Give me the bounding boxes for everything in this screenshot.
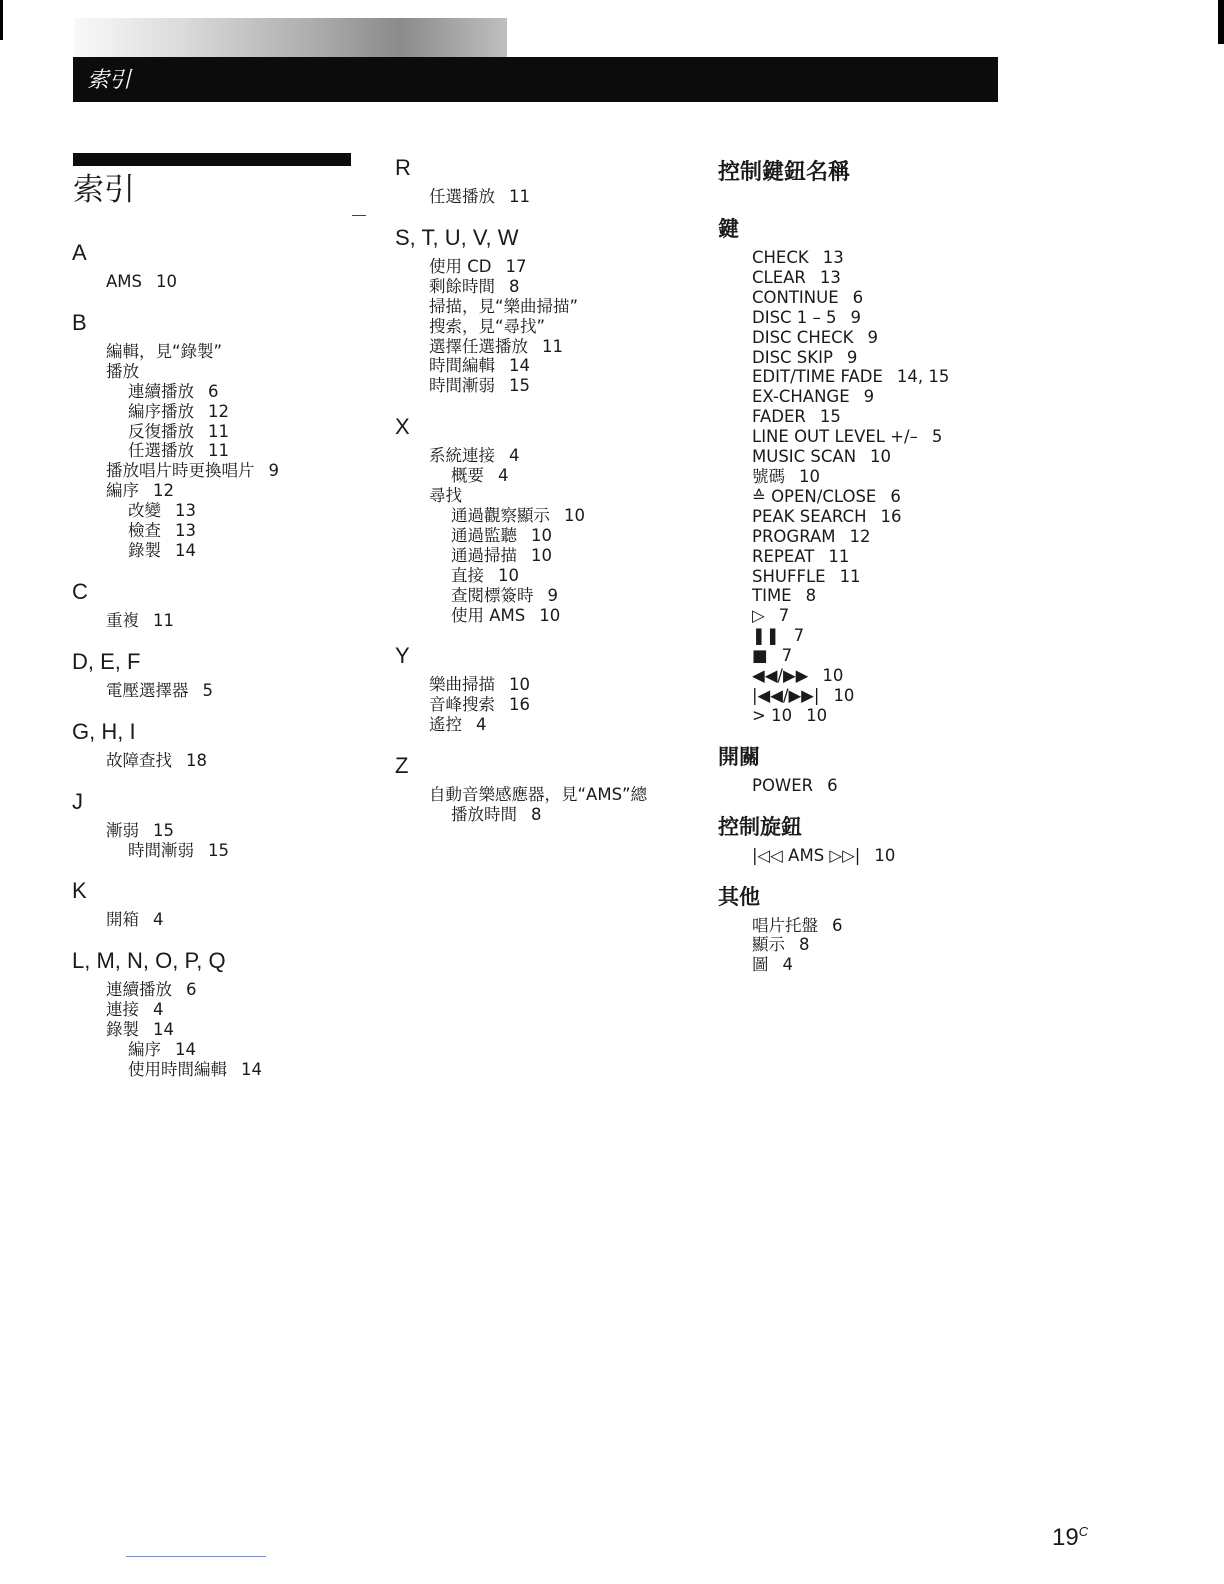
index-entry — [395, 356, 695, 376]
entry-text: 查閱標簽時 — [451, 585, 534, 605]
entry-page: 15 — [153, 820, 174, 840]
entry-page: 4 — [153, 1000, 164, 1020]
control-name: 顯示 — [752, 935, 785, 955]
index-letter: R — [395, 155, 411, 180]
index-letter: K — [72, 878, 87, 904]
entry-page: 4 — [498, 466, 509, 486]
scan-edge-right — [1218, 0, 1224, 44]
entry-text: 剩餘時間 — [429, 276, 495, 296]
controls-column — [718, 155, 1178, 993]
control-page: 16 — [880, 506, 902, 526]
control-page: 9 — [863, 387, 875, 407]
entry-text: 錄製 — [106, 1020, 139, 1040]
index-entry — [395, 606, 695, 626]
controls-list — [718, 916, 1178, 976]
entry-text: 自動音樂感應器，見“AMS”總 — [429, 785, 648, 805]
entry-text: 播放 — [106, 361, 139, 381]
index-entry — [72, 1000, 372, 1020]
index-entry — [72, 821, 372, 841]
index-letter: C — [72, 578, 88, 604]
entry-page: 10 — [156, 272, 177, 291]
control-entry — [752, 328, 1178, 348]
entry-text: 使用時間編輯 — [128, 1059, 227, 1079]
control-entry — [752, 427, 1178, 447]
control-entry — [752, 626, 1178, 646]
page-number — [1052, 1524, 1088, 1552]
entry-page: 11 — [208, 441, 229, 461]
index-entry — [72, 611, 372, 631]
control-page: 9 — [850, 307, 862, 327]
control-name: SHUFFLE — [752, 566, 826, 586]
index-section — [395, 155, 695, 207]
entry-text: 搜索，見“尋找” — [429, 316, 546, 336]
entry-page: 8 — [531, 805, 542, 825]
control-entry — [752, 666, 1178, 686]
entry-page: 11 — [208, 421, 229, 441]
entry-text: 使用 CD — [429, 256, 492, 276]
index-section — [395, 753, 695, 825]
page-number-value: 19 — [1052, 1524, 1079, 1551]
index-entry — [395, 376, 695, 396]
control-page: 9 — [867, 327, 879, 347]
control-entry — [752, 268, 1178, 288]
index-letter: J — [72, 788, 83, 814]
control-page: 7 — [793, 626, 805, 646]
entry-text: 樂曲掃描 — [429, 675, 495, 695]
entry-page: 6 — [208, 381, 219, 401]
index-entry — [395, 257, 695, 277]
index-entry — [72, 362, 372, 382]
control-name: > 10 — [752, 705, 793, 725]
entry-page: 12 — [153, 481, 174, 501]
index-entry — [72, 382, 372, 402]
entry-text: 時間漸弱 — [429, 376, 495, 396]
scan-artifact — [75, 18, 507, 58]
entry-text: 電壓選擇器 — [106, 680, 189, 700]
control-page: 10 — [874, 845, 896, 865]
control-name: ▷ — [752, 606, 765, 626]
control-entry — [752, 407, 1178, 427]
entry-text: 重複 — [106, 610, 139, 630]
entry-text: 編序播放 — [128, 401, 194, 421]
index-entry — [72, 541, 372, 561]
index-section — [72, 240, 372, 292]
index-entry — [395, 695, 695, 715]
control-page: 5 — [931, 427, 943, 447]
entry-text: 任選播放 — [128, 441, 194, 461]
control-entry — [752, 846, 1178, 866]
entry-page: 18 — [186, 750, 207, 770]
control-entry — [752, 646, 1178, 666]
index-letter: S, T, U, V, W — [395, 224, 519, 250]
entry-text: 選擇任選播放 — [429, 336, 528, 356]
index-entry — [395, 187, 695, 207]
entry-text: 系統連接 — [429, 446, 495, 466]
control-name: 唱片托盤 — [752, 915, 818, 935]
control-name: EX-CHANGE — [752, 387, 850, 407]
entry-page: 13 — [175, 521, 196, 541]
control-name: CHECK — [752, 248, 809, 267]
control-name: ■ — [752, 646, 768, 666]
control-name: REPEAT — [752, 546, 815, 566]
control-page: 10 — [799, 466, 820, 486]
index-section — [72, 719, 372, 771]
control-page: 9 — [846, 347, 858, 367]
entry-text: 通過觀察顯示 — [451, 505, 550, 525]
entry-text: 播放時間 — [451, 805, 517, 825]
page-number-suffix: C — [1078, 1524, 1089, 1539]
index-entry — [72, 1040, 372, 1060]
entry-text: 通過掃描 — [451, 545, 517, 565]
entry-page: 11 — [542, 336, 563, 356]
control-entry — [752, 955, 1178, 975]
entry-text: 時間漸弱 — [128, 840, 194, 860]
control-name: LINE OUT LEVEL +/– — [752, 427, 918, 447]
index-letter: A — [72, 240, 87, 265]
index-section — [395, 414, 695, 625]
control-name: ❚❚ — [752, 626, 780, 646]
control-page: 11 — [828, 546, 850, 566]
entry-text: 播放唱片時更換唱片 — [106, 461, 255, 481]
controls-heading: 控制旋鈕 — [718, 814, 802, 839]
entry-page: 12 — [208, 401, 229, 421]
control-entry — [752, 248, 1178, 268]
entry-text: 直接 — [451, 565, 484, 585]
control-name: POWER — [752, 775, 814, 795]
entry-page: 15 — [509, 376, 530, 396]
control-name: |◀◀/▶▶| — [752, 685, 820, 705]
entry-page: 17 — [505, 256, 527, 276]
footer-rule — [126, 1556, 266, 1557]
control-page: 4 — [782, 955, 793, 975]
entry-text: 音峰搜索 — [429, 695, 495, 715]
control-name: ≙ OPEN/CLOSE — [752, 486, 877, 506]
entry-text: 掃描，見“樂曲掃描” — [429, 296, 579, 316]
entry-text: 反復播放 — [128, 421, 194, 441]
control-entry — [752, 527, 1178, 547]
entry-page: 9 — [547, 585, 558, 605]
control-page: 13 — [819, 267, 841, 287]
entry-text: 錄製 — [128, 540, 161, 560]
control-entry — [752, 586, 1178, 606]
control-name: DISC CHECK — [752, 327, 854, 347]
entry-page: 8 — [509, 276, 520, 296]
control-page: 8 — [805, 586, 817, 606]
index-entry — [395, 675, 695, 695]
index-letter: X — [395, 414, 410, 440]
index-section — [72, 948, 372, 1080]
entry-text: 任選播放 — [429, 187, 495, 206]
index-entry — [72, 1060, 372, 1080]
controls-list — [718, 248, 1178, 726]
control-entry — [752, 447, 1178, 467]
entry-page: 10 — [564, 505, 585, 525]
index-entry — [72, 422, 372, 442]
control-entry — [752, 567, 1178, 587]
index-entry — [72, 461, 372, 481]
entry-text: 連續播放 — [106, 980, 172, 1000]
index-entry — [72, 481, 372, 501]
index-entry — [395, 506, 695, 526]
control-name: PROGRAM — [752, 526, 836, 546]
index-entry — [395, 446, 695, 466]
entry-page: 10 — [509, 675, 530, 695]
index-section — [72, 310, 372, 561]
entry-page: 10 — [531, 525, 552, 545]
control-entry — [752, 606, 1178, 626]
entry-page: 4 — [509, 446, 520, 466]
entry-page: 11 — [153, 610, 174, 630]
entry-page: 13 — [175, 501, 196, 521]
entry-page: 9 — [268, 461, 279, 481]
index-letter: Y — [395, 643, 410, 669]
index-entry — [72, 272, 372, 292]
entry-text: 編輯，見“錄製” — [106, 341, 223, 361]
control-page: 6 — [832, 915, 843, 935]
entry-page: 14 — [175, 1040, 196, 1060]
controls-heading: 鍵 — [718, 217, 739, 241]
index-entry — [72, 751, 372, 771]
control-entry — [752, 288, 1178, 308]
header-bar — [73, 57, 998, 102]
entry-page: 14 — [175, 540, 196, 560]
index-entry — [395, 586, 695, 606]
controls-list — [718, 776, 1178, 796]
index-entry — [395, 317, 695, 337]
controls-groups — [718, 216, 1178, 975]
index-entry — [395, 277, 695, 297]
control-name: FADER — [752, 407, 806, 427]
column-divider — [352, 215, 366, 216]
control-name: ◀◀/▶▶ — [752, 666, 809, 686]
entry-text: 檢查 — [128, 521, 161, 541]
entry-text: 編序 — [106, 481, 139, 501]
entry-page: 5 — [202, 680, 213, 700]
index-entry — [72, 1020, 372, 1040]
control-entry — [752, 686, 1178, 706]
control-name: MUSIC SCAN — [752, 447, 857, 467]
index-entry — [395, 715, 695, 735]
controls-heading: 其他 — [718, 884, 760, 909]
entry-page: 14 — [153, 1020, 174, 1040]
index-entry — [395, 785, 695, 805]
entry-page: 15 — [208, 840, 229, 860]
control-entry — [752, 935, 1178, 955]
index-entry — [72, 681, 372, 701]
control-name: EDIT/TIME FADE — [752, 367, 883, 387]
entry-text: 概要 — [451, 466, 484, 486]
control-name: |◁◁ AMS ▷▷| — [752, 845, 861, 865]
scan-edge-left — [0, 0, 3, 40]
control-page: 7 — [781, 646, 793, 666]
control-name: 號碼 — [752, 466, 785, 486]
entry-page: 14 — [241, 1059, 262, 1079]
control-name: CONTINUE — [752, 287, 839, 307]
control-page: 12 — [849, 526, 871, 546]
index-column-1 — [72, 240, 372, 1098]
controls-list — [718, 846, 1178, 866]
control-page: 10 — [822, 666, 844, 686]
control-entry — [752, 387, 1178, 407]
control-page: 10 — [870, 447, 892, 467]
control-entry — [752, 487, 1178, 507]
index-entry — [395, 486, 695, 506]
entry-text: 漸弱 — [106, 820, 139, 840]
control-entry — [752, 348, 1178, 368]
index-column-2 — [395, 155, 695, 843]
control-page: 10 — [806, 705, 828, 725]
index-entry — [395, 337, 695, 357]
index-entry — [395, 546, 695, 566]
control-entry — [752, 916, 1178, 936]
entry-text: 尋找 — [429, 486, 462, 506]
index-entry — [72, 402, 372, 422]
index-letter: G, H, I — [72, 718, 136, 744]
control-page: 14, 15 — [896, 367, 950, 387]
index-section — [72, 789, 372, 861]
index-entry — [395, 297, 695, 317]
control-entry — [752, 467, 1178, 487]
index-entry — [72, 521, 372, 541]
entry-page: 16 — [509, 695, 530, 715]
entry-text: 遙控 — [429, 715, 462, 735]
index-section — [72, 878, 372, 930]
entry-text: 使用 AMS — [451, 605, 526, 625]
index-section — [72, 649, 372, 701]
index-entry — [395, 466, 695, 486]
control-name: 圖 — [752, 955, 769, 975]
control-entry — [752, 706, 1178, 726]
index-section — [395, 225, 695, 396]
entry-page: 6 — [186, 980, 197, 1000]
control-page: 10 — [833, 685, 855, 705]
entry-text: 故障查找 — [106, 750, 172, 770]
control-page: 13 — [822, 248, 844, 267]
control-page: 11 — [839, 566, 861, 586]
control-entry — [752, 776, 1178, 796]
control-page: 6 — [852, 287, 864, 307]
entry-text: 連接 — [106, 1000, 139, 1020]
header-label: 索引 — [87, 68, 132, 93]
control-entry — [752, 507, 1178, 527]
index-entry — [395, 805, 695, 825]
controls-heading: 開關 — [718, 744, 760, 769]
index-letter: Z — [395, 753, 409, 779]
control-name: TIME — [752, 586, 792, 606]
control-entry — [752, 547, 1178, 567]
index-entry — [72, 841, 372, 861]
index-letter: L, M, N, O, P, Q — [72, 948, 226, 974]
controls-title: 控制鍵鈕名稱 — [718, 160, 851, 185]
entry-text: 編序 — [128, 1040, 161, 1060]
index-letter: D, E, F — [72, 648, 141, 674]
index-section — [72, 579, 372, 631]
control-page: 8 — [799, 935, 810, 955]
index-entry — [395, 566, 695, 586]
control-entry — [752, 308, 1178, 328]
entry-text: 時間編輯 — [429, 356, 495, 376]
entry-page: 11 — [509, 187, 530, 206]
control-name: CLEAR — [752, 267, 806, 287]
index-entry — [72, 441, 372, 461]
index-entry — [395, 526, 695, 546]
entry-page: 4 — [476, 715, 487, 735]
control-name: PEAK SEARCH — [752, 506, 867, 526]
control-page: 7 — [778, 606, 790, 626]
entry-page: 10 — [539, 605, 561, 625]
entry-text: AMS — [106, 272, 142, 291]
index-entry — [72, 342, 372, 362]
index-letter: B — [72, 309, 87, 335]
index-entry — [72, 980, 372, 1000]
index-section — [395, 643, 695, 735]
page-title: 索引 — [73, 172, 135, 208]
control-entry — [752, 367, 1178, 387]
entry-page: 10 — [531, 545, 552, 565]
entry-page: 10 — [498, 565, 519, 585]
control-name: DISC 1 – 5 — [752, 307, 837, 327]
entry-page: 14 — [509, 356, 530, 376]
control-page: 15 — [819, 407, 841, 427]
entry-text: 開箱 — [106, 910, 139, 930]
index-entry — [72, 501, 372, 521]
control-page: 6 — [827, 775, 838, 795]
control-page: 6 — [890, 486, 901, 506]
control-name: DISC SKIP — [752, 347, 833, 367]
entry-text: 連續播放 — [128, 381, 194, 401]
entry-text: 改變 — [128, 501, 161, 521]
index-entry — [72, 910, 372, 930]
entry-page: 4 — [153, 910, 164, 930]
entry-text: 通過監聽 — [451, 525, 517, 545]
